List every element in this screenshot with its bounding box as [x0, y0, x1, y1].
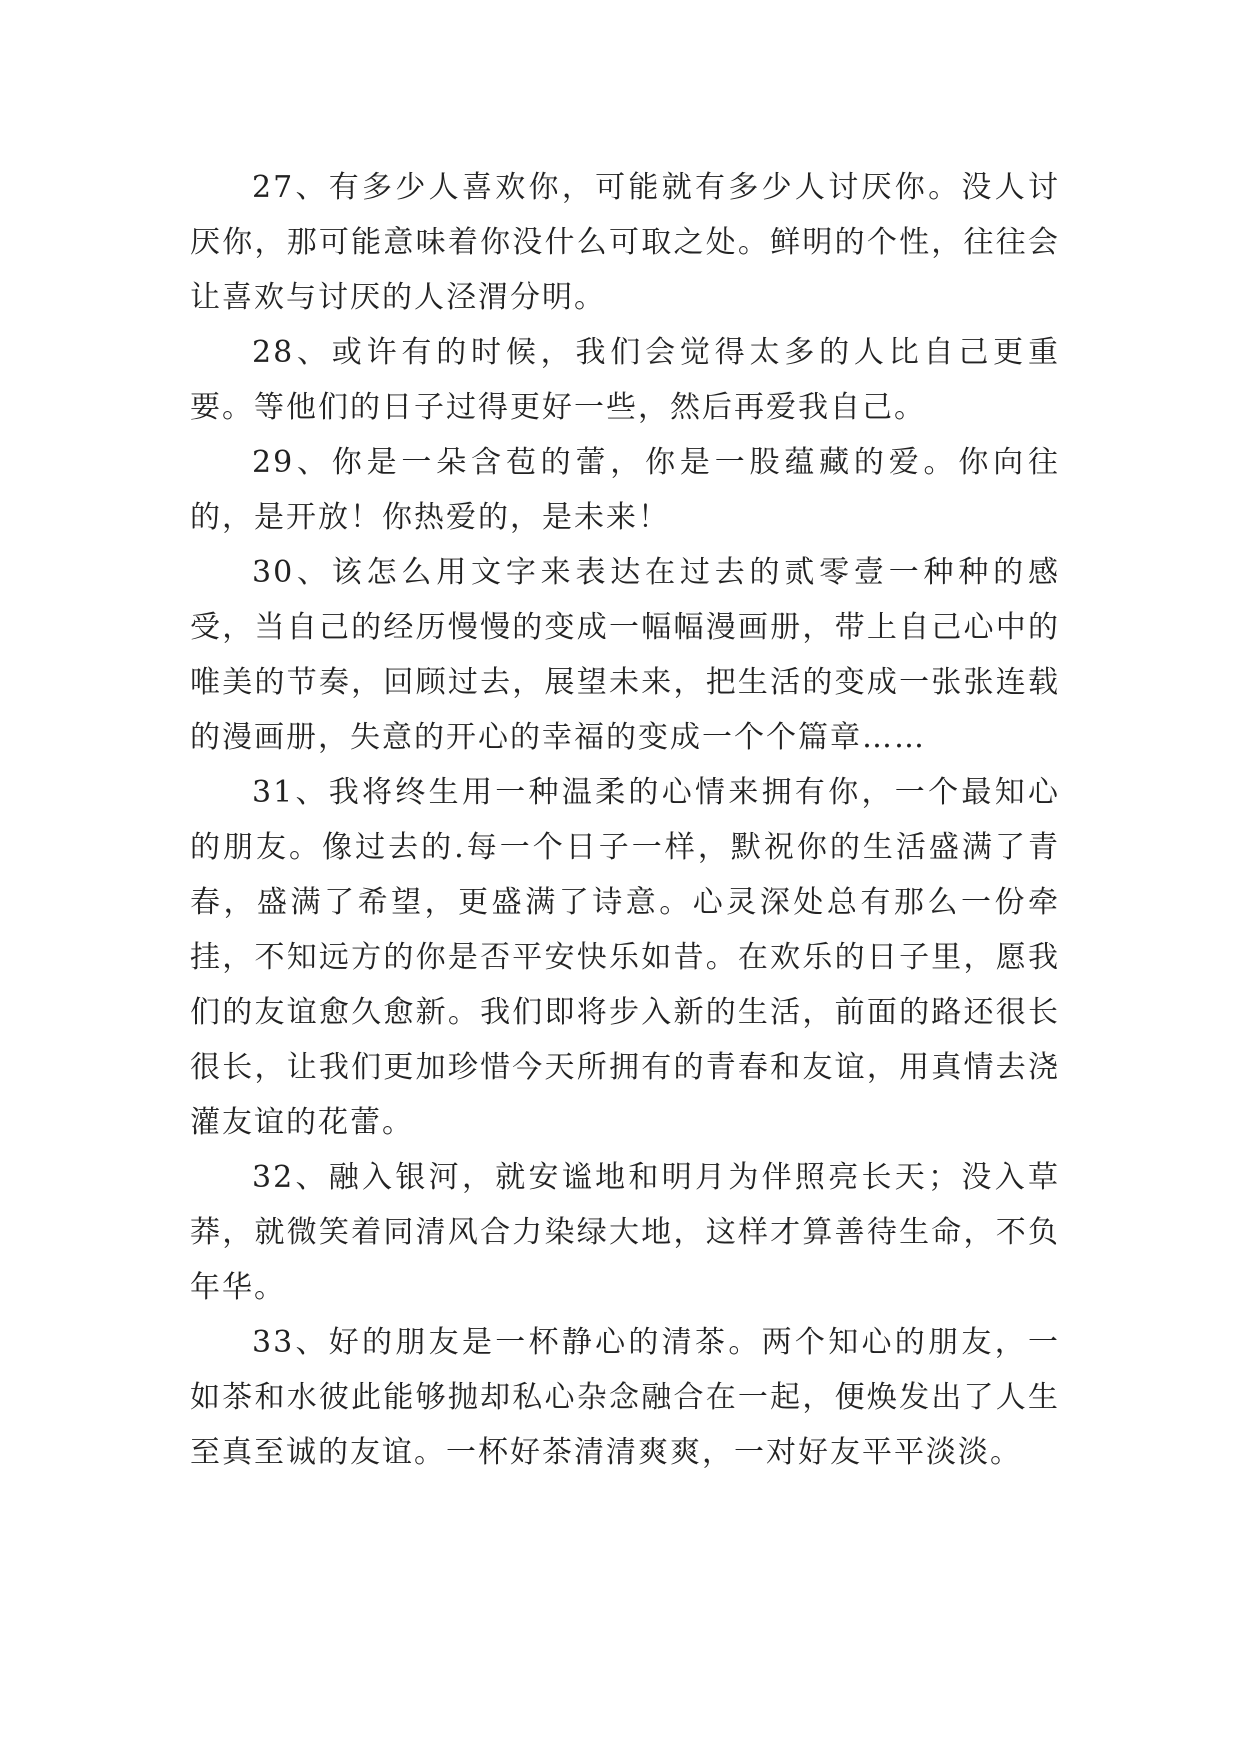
- paragraph-27: 27、有多少人喜欢你，可能就有多少人讨厌你。没人讨厌你，那可能意味着你没什么可取之处。鲜明的个性，往往会让喜欢与讨厌的人泾渭分明。: [190, 170, 1060, 315]
- paragraph-29: 29、你是一朵含苞的蕾，你是一股蕴藏的爱。你向往的，是开放！你热爱的，是未来！: [190, 445, 1060, 535]
- paragraph-32: 32、融入银河，就安谧地和明月为伴照亮长天；没入草莽，就微笑着同清风合力染绿大地，这样才算善待生命，不负年华。: [190, 1160, 1060, 1305]
- paragraph-31: 31、我将终生用一种温柔的心情来拥有你，一个最知心的朋友。像过去的.每一个日子一样，默祝你的生活盛满了青春，盛满了希望，更盛满了诗意。心灵深处总有那么一份牵挂，不知远方的你是否平安快乐如昔。在欢乐的日子里，愿我们的友谊愈久愈新。我们即将步入新的生活，前面的路还很长很长，让我们更加珍惜今天所拥有的青春和友谊，用真情去浇灌友谊的花蕾。: [190, 775, 1060, 1140]
- paragraph-33: 33、好的朋友是一杯静心的清茶。两个知心的朋友，一如茶和水彼此能够抛却私心杂念融合在一起，便焕发出了人生至真至诚的友谊。一杯好茶清清爽爽，一对好友平平淡淡。: [190, 1325, 1060, 1470]
- paragraph-28: 28、或许有的时候，我们会觉得太多的人比自己更重要。等他们的日子过得更好一些，然后再爱我自己。: [190, 335, 1060, 425]
- paragraph-30: 30、该怎么用文字来表达在过去的贰零壹一种种的感受，当自己的经历慢慢的变成一幅幅漫画册，带上自己心中的唯美的节奏，回顾过去，展望未来，把生活的变成一张张连载的漫画册，失意的开心的幸福的变成一个个篇章……: [190, 555, 1060, 755]
- document-body: [190, 160, 1060, 1480]
